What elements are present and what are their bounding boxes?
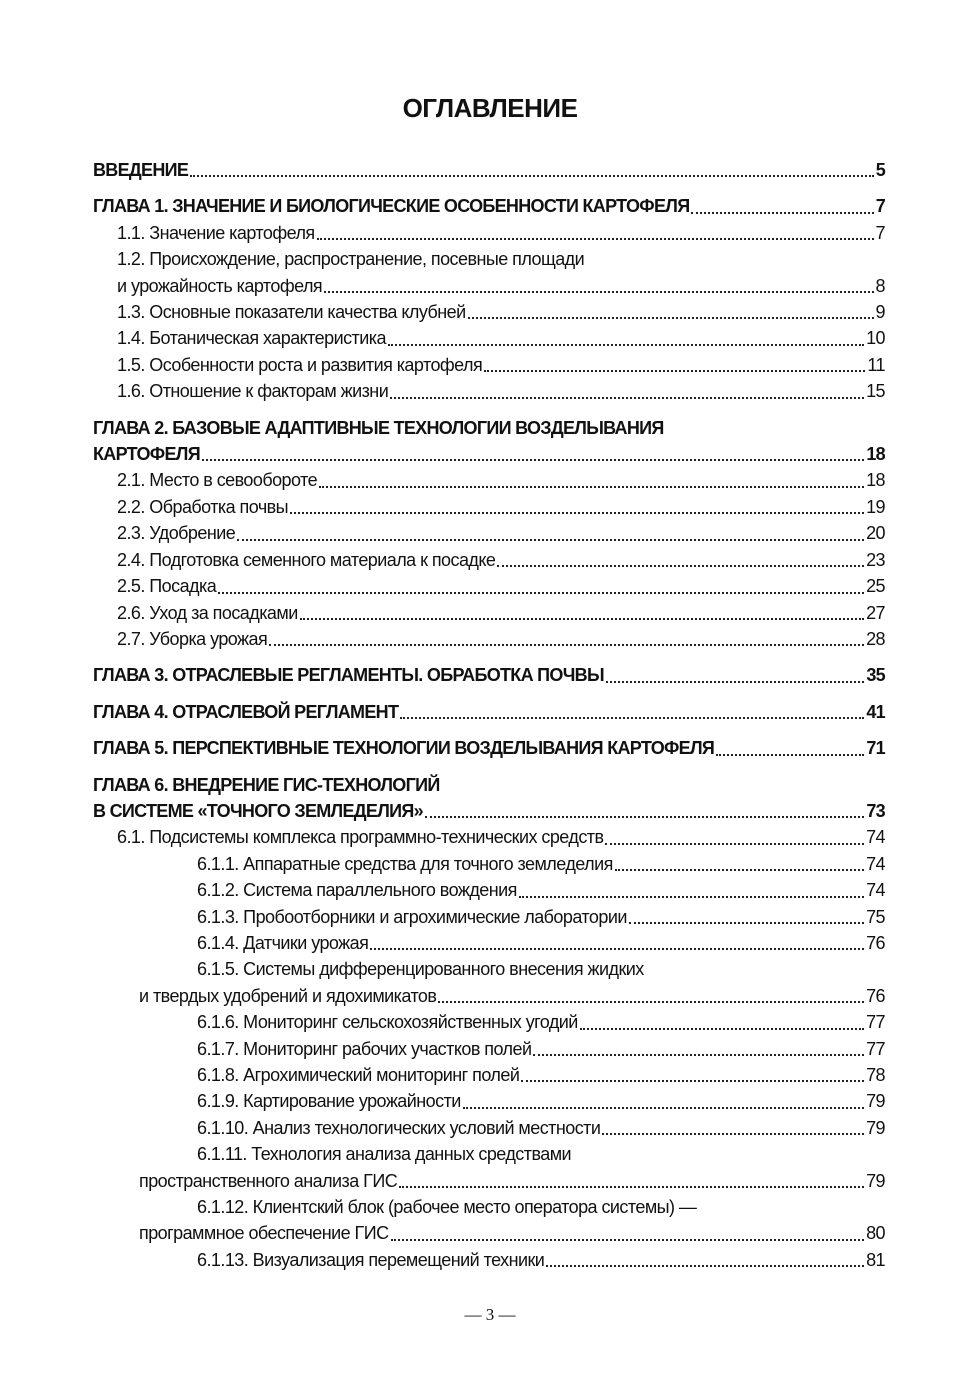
dot-leader: [237, 539, 864, 541]
dot-leader: [324, 291, 873, 293]
toc-entry-title: ГЛАВА 2. БАЗОВЫЕ АДАПТИВНЫЕ ТЕХНОЛОГИИ ВОЗДЕЛЫВАНИЯ: [93, 417, 664, 438]
toc-chapter[interactable]: [93, 157, 885, 183]
dot-leader: [202, 459, 864, 461]
dot-leader: [497, 565, 864, 567]
toc-entry-title: В СИСТЕМЕ «ТОЧНОГО ЗЕМЛЕДЕЛИЯ»: [93, 800, 423, 821]
toc-section[interactable]: [93, 299, 885, 325]
toc-entry-title: 2.7. Уборка урожая: [117, 628, 268, 649]
toc-page-number: 20: [866, 523, 885, 544]
dot-leader: [319, 486, 864, 488]
toc-page-number: 77: [866, 1012, 885, 1033]
toc-entry-title: программное обеспечение ГИС: [139, 1223, 389, 1244]
toc-page-number: 80: [866, 1223, 885, 1244]
toc-entry-title: 1.6. Отношение к факторам жизни: [117, 381, 389, 402]
toc-section[interactable]: [93, 600, 885, 626]
dot-leader: [269, 644, 864, 646]
toc-page-number: 76: [866, 985, 885, 1006]
toc-page-number: 7: [875, 222, 885, 243]
toc-entry-title: ГЛАВА 4. ОТРАСЛЕВОЙ РЕГЛАМЕНТ: [93, 701, 399, 722]
toc-entry-title: 2.1. Место в севообороте: [117, 470, 318, 491]
toc-page-number: 76: [866, 932, 885, 953]
toc-section[interactable]: [93, 1194, 885, 1247]
toc-section[interactable]: [93, 1141, 885, 1194]
toc-entry-title: 1.2. Происхождение, распространение, посевные площади: [117, 249, 585, 270]
dot-leader: [391, 1239, 864, 1241]
dot-leader: [615, 869, 864, 871]
toc-entry-title: 6.1.1. Аппаратные средства для точного земледелия: [197, 853, 613, 874]
toc-page-number: 5: [875, 160, 885, 180]
toc-page-number: 18: [866, 470, 885, 491]
toc-section[interactable]: [93, 467, 885, 493]
dot-leader: [290, 512, 864, 514]
toc-section[interactable]: [93, 220, 885, 246]
toc-entry-title: 6.1.2. Система параллельного вождения: [197, 880, 517, 901]
toc-page-number: 7: [875, 196, 885, 217]
toc-page-number: 71: [866, 738, 885, 759]
toc-entry-title: 6.1.13. Визуализация перемещений техники: [197, 1249, 545, 1270]
toc-entry-title: 6.1. Подсистемы комплекса программно-технических средств: [117, 827, 604, 848]
toc-entry-title: 6.1.9. Картирование урожайности: [197, 1091, 461, 1112]
table-of-contents: [93, 157, 885, 1273]
toc-section[interactable]: [93, 1009, 885, 1035]
toc-page-number: 81: [866, 1249, 885, 1270]
toc-section[interactable]: [93, 378, 885, 404]
toc-page-number: 18: [866, 444, 885, 465]
toc-entry-title: 6.1.5. Системы дифференцированного внесения жидких: [197, 959, 644, 980]
toc-page-number: 73: [866, 800, 885, 821]
toc-chapter[interactable]: [93, 699, 885, 725]
dot-leader: [521, 1080, 864, 1082]
toc-section[interactable]: [93, 573, 885, 599]
toc-section[interactable]: [93, 325, 885, 351]
toc-section[interactable]: [93, 494, 885, 520]
toc-page-number: 27: [866, 602, 885, 623]
dot-leader: [606, 681, 864, 683]
toc-entry-title: ВВЕДЕНИЕ: [93, 160, 189, 180]
toc-page-number: 77: [866, 1038, 885, 1059]
dot-leader: [400, 717, 864, 719]
toc-entry-title: 6.1.12. Клиентский блок (рабочее место оператора системы) —: [197, 1197, 697, 1218]
toc-entry-title: КАРТОФЕЛЯ: [93, 444, 200, 465]
toc-chapter[interactable]: [93, 735, 885, 761]
toc-page-number: 79: [866, 1117, 885, 1138]
toc-entry-title: 1.3. Основные показатели качества клубней: [117, 302, 466, 323]
dot-leader: [468, 317, 874, 319]
toc-page-number: 79: [866, 1091, 885, 1112]
toc-entry-title: 1.5. Особенности роста и развития картофеля: [117, 354, 483, 375]
toc-section[interactable]: [93, 877, 885, 903]
dot-leader: [390, 397, 864, 399]
dot-leader: [546, 1265, 864, 1267]
toc-page-number: 79: [866, 1170, 885, 1191]
toc-section[interactable]: [93, 956, 885, 1009]
toc-entry-title: 2.3. Удобрение: [117, 523, 236, 544]
page-title: ОГЛАВЛЕНИЕ: [402, 93, 578, 123]
toc-entry-title: 2.4. Подготовка семенного материала к посадке: [117, 549, 496, 570]
toc-page-number: 19: [866, 496, 885, 517]
dot-leader: [399, 1186, 864, 1188]
toc-entry-title: 6.1.6. Мониторинг сельскохозяйственных угодий: [197, 1012, 578, 1033]
toc-entry-title: ГЛАВА 5. ПЕРСПЕКТИВНЫЕ ТЕХНОЛОГИИ ВОЗДЕЛЫВАНИЯ КАРТОФЕЛЯ: [93, 738, 715, 759]
toc-section[interactable]: [93, 824, 885, 850]
toc-section[interactable]: [93, 352, 885, 378]
toc-page-number: 25: [866, 576, 885, 597]
toc-entry-title: пространственного анализа ГИС: [139, 1170, 398, 1191]
toc-section[interactable]: [93, 904, 885, 930]
toc-chapter[interactable]: [93, 662, 885, 688]
toc-page-number: 10: [866, 328, 885, 349]
toc-entry-title: 6.1.8. Агрохимический мониторинг полей: [197, 1065, 520, 1085]
toc-entry-title: и урожайность картофеля: [117, 275, 323, 296]
toc-entry-title: ГЛАВА 1. ЗНАЧЕНИЕ И БИОЛОГИЧЕСКИЕ ОСОБЕННОСТИ КАРТОФЕЛЯ: [93, 196, 690, 217]
toc-page-number: 11: [867, 354, 885, 375]
dot-leader: [691, 212, 873, 214]
toc-section[interactable]: [93, 851, 885, 877]
dot-leader: [425, 816, 864, 818]
toc-page-number: 35: [866, 665, 885, 686]
toc-chapter[interactable]: [93, 415, 885, 468]
toc-section[interactable]: [93, 1088, 885, 1114]
toc-page-number: 74: [866, 880, 885, 901]
dot-leader: [218, 592, 864, 594]
toc-entry-title: 1.1. Значение картофеля: [117, 222, 315, 243]
toc-chapter[interactable]: [93, 193, 885, 219]
toc-entry-title: 6.1.10. Анализ технологических условий местности: [197, 1117, 601, 1138]
dot-leader: [519, 896, 864, 898]
dot-leader: [317, 238, 874, 240]
toc-section[interactable]: [93, 1247, 885, 1273]
toc-page-number: 74: [866, 827, 885, 848]
toc-chapter[interactable]: [93, 772, 885, 825]
dot-leader: [463, 1107, 864, 1109]
toc-entry-title: 6.1.3. Пробоотборники и агрохимические лаборатории: [197, 906, 627, 927]
toc-section[interactable]: [93, 246, 885, 299]
toc-entry-title: 1.4. Ботаническая характеристика: [117, 328, 386, 349]
toc-page-number: 75: [866, 906, 885, 927]
dot-leader: [190, 175, 874, 177]
toc-entry-title: 2.2. Обработка почвы: [117, 496, 289, 517]
toc-section[interactable]: [93, 1115, 885, 1141]
page-number: — 3 —: [464, 1305, 516, 1324]
toc-page-number: 74: [866, 853, 885, 874]
toc-entry-title: ГЛАВА 6. ВНЕДРЕНИЕ ГИС-ТЕХНОЛОГИЙ: [93, 774, 440, 795]
toc-entry-title: 6.1.4. Датчики урожая: [197, 932, 369, 953]
dot-leader: [438, 1001, 864, 1003]
dot-leader: [388, 344, 864, 346]
toc-entry-title: 6.1.11. Технология анализа данных средствами: [197, 1144, 572, 1165]
toc-section[interactable]: [93, 1036, 885, 1062]
dot-leader: [716, 754, 864, 756]
toc-entry-title: 6.1.7. Мониторинг рабочих участков полей: [197, 1038, 532, 1059]
dot-leader: [602, 1133, 864, 1135]
toc-entry-title: ГЛАВА 3. ОТРАСЛЕВЫЕ РЕГЛАМЕНТЫ. ОБРАБОТКА ПОЧВЫ: [93, 665, 604, 686]
dot-leader: [484, 370, 865, 372]
dot-leader: [370, 948, 864, 950]
toc-section[interactable]: [93, 520, 885, 546]
toc-page-number: 23: [866, 549, 885, 570]
toc-section[interactable]: [93, 1062, 885, 1088]
toc-entry-title: 2.5. Посадка: [117, 576, 217, 597]
toc-page-number: 78: [866, 1065, 885, 1085]
toc-entry-title: 2.6. Уход за посадками: [117, 602, 298, 623]
toc-entry-title: и твердых удобрений и ядохимикатов: [139, 985, 437, 1006]
dot-leader: [300, 618, 864, 620]
toc-page-number: 9: [875, 302, 885, 323]
toc-section[interactable]: [93, 626, 885, 652]
dot-leader: [533, 1054, 864, 1056]
toc-section[interactable]: [93, 930, 885, 956]
dot-leader: [580, 1028, 864, 1030]
dot-leader: [605, 843, 864, 845]
dot-leader: [629, 922, 864, 924]
toc-page-number: 8: [875, 275, 885, 296]
toc-page-number: 41: [866, 701, 885, 722]
toc-section[interactable]: [93, 547, 885, 573]
toc-page-number: 15: [866, 381, 885, 402]
toc-page-number: 28: [866, 628, 885, 649]
